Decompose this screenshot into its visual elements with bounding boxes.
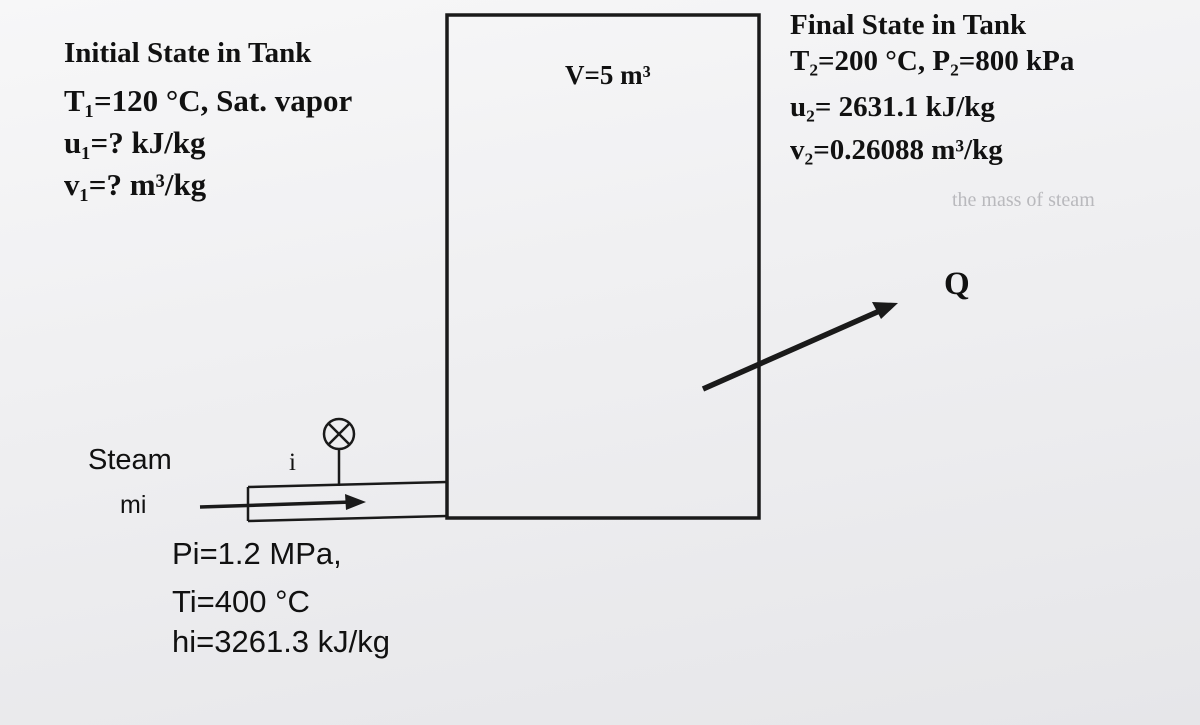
faint-background-text: the mass of steam: [952, 189, 1095, 211]
inlet-temperature: Ti=400 °C: [172, 584, 310, 619]
final-state-internal-energy: u₂= 2631.1 kJ/kg: [790, 91, 995, 123]
initial-state-internal-energy: u₁=? kJ/kg: [64, 125, 206, 160]
inlet-pressure: Pi=1.2 MPa,: [172, 536, 342, 571]
mass-flow-label: mi: [120, 491, 147, 519]
final-state-title: Final State in Tank: [790, 9, 1027, 41]
tank-volume-label: V=5 m³: [565, 60, 651, 90]
valve-icon: [324, 419, 354, 486]
final-state-temperature-pressure: T₂=200 °C, P₂=800 kPa: [790, 45, 1075, 77]
heat-arrow: [703, 302, 898, 389]
heat-label: Q: [944, 266, 970, 302]
initial-state-temperature: T₁=120 °C, Sat. vapor: [64, 83, 353, 118]
final-state-specific-volume: v₂=0.26088 m³/kg: [790, 134, 1003, 166]
inlet-index-label: i: [289, 449, 296, 476]
initial-state-specific-volume: v₁=? m³/kg: [64, 167, 207, 202]
steam-label: Steam: [88, 444, 172, 476]
tank: [447, 15, 759, 518]
initial-state-title: Initial State in Tank: [64, 37, 312, 69]
inlet-flow-arrow: [200, 494, 366, 510]
inlet-enthalpy: hi=3261.3 kJ/kg: [172, 624, 391, 659]
